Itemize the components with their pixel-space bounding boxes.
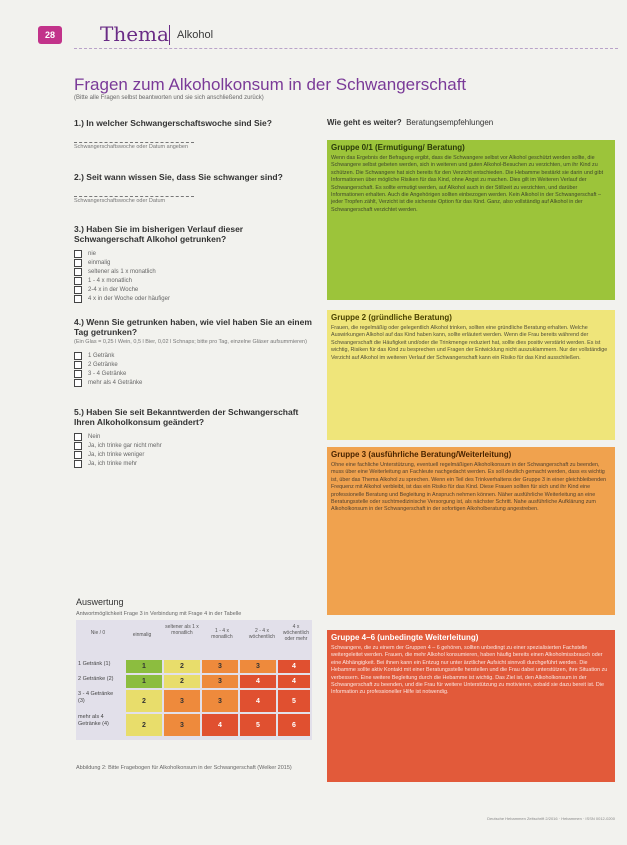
option[interactable]: Nein <box>74 432 314 441</box>
table-cell: 5 <box>240 714 276 736</box>
question-1 <box>74 118 314 150</box>
option[interactable]: 4 x in der Woche oder häufiger <box>74 294 314 303</box>
table-row-label: 2 Getränke (2) <box>78 676 114 682</box>
option[interactable]: nie <box>74 249 314 258</box>
table-row-label: mehr als 4 Getränke (4) <box>78 714 109 727</box>
section-title: Thema <box>100 22 169 46</box>
table-cell: 3 <box>164 690 200 712</box>
table-cell: 1 <box>126 675 162 688</box>
checkbox[interactable] <box>74 433 82 441</box>
answer-hint: Schwangerschaftswoche oder Datum angeben <box>74 144 189 150</box>
recommendations <box>327 118 615 696</box>
option[interactable]: 1 - 4 x monatlich <box>74 276 314 285</box>
checkbox[interactable] <box>74 451 82 459</box>
table-cell: 1 <box>126 660 162 673</box>
checkbox[interactable] <box>74 286 82 294</box>
group-title: Gruppe 3 (ausführliche Beratung/Weiterleitung) <box>331 450 512 459</box>
question-2 <box>74 172 314 204</box>
option[interactable]: seltener als 1 x monatlich <box>74 267 314 276</box>
question-label: 1.) In welcher Schwangerschaftswoche sind Sie? <box>74 118 272 128</box>
option[interactable]: einmalig <box>74 258 314 267</box>
question-label: 2.) Seit wann wissen Sie, dass Sie schwanger sind? <box>74 172 283 182</box>
question-label: 3.) Haben Sie im bisherigen Verlauf dieser Schwangerschaft Alkohol getrunken? <box>74 224 244 244</box>
option[interactable]: Ja, ich trinke weniger <box>74 450 314 459</box>
evaluation-table <box>76 620 312 740</box>
header-rule <box>74 48 618 49</box>
recommendations-heading: Wie geht es weiter? Beratungsempfehlungen <box>327 118 494 127</box>
checkbox[interactable] <box>74 352 82 360</box>
table-cell: 4 <box>278 675 310 688</box>
table-cell: 2 <box>164 675 200 688</box>
answer-hint: Schwangerschaftswoche oder Datum <box>74 198 166 204</box>
topic-label: Alkohol <box>177 29 214 41</box>
option[interactable]: Ja, ich trinke mehr <box>74 459 314 468</box>
checkbox[interactable] <box>74 259 82 267</box>
table-cell: 6 <box>278 714 310 736</box>
question-label: 5.) Haben Sie seit Bekanntwerden der Schwangerschaft Ihren Alkoholkonsum geändert? <box>74 407 299 427</box>
checkbox[interactable] <box>74 250 82 258</box>
group-2-panel <box>327 310 615 440</box>
group-3-panel <box>327 447 615 615</box>
group-text: Ohne eine fachliche Unterstützung, eventuell regelmäßigen Alkoholkonsum in der Schwangerschaft zu beenden, muss über eine Weiterleitung an Fachleute nachgedacht werden. Es soll deutlich gemacht werden, dass es wichtig ist, über das Thema Alkohol zu sprechen. Wenn ein Teil des Trinkverhaltens der Gruppe 3 in einer gleichbleibenden Frequenz mit Alkohol verbleibt, ist das ein Risiko für das Kind. Diese Frauen sollten für sich und ihr Kind eine professionelle Beratung und Begleitung in Anspruch nehmen können. Näher ausführliche Weiterleitung an eine Beratungsstelle oder suchtmedizinische Versorgung ist, als nächster Schritt. Nahe ausführliche Aufklärung zum Alkoholkonsum in der Schwangerschaft in der sofortigen Alkoholberatung angestreben. <box>331 462 607 513</box>
table-cell: 4 <box>240 690 276 712</box>
page-footer: Deutsche Hebammen Zeitschrift 2/2016 · Hebammen · ISSN 0012-0200 <box>487 816 615 821</box>
question-note: (Ein Glas = 0,25 l Wein, 0,5 l Bier, 0,02 l Schnaps; bitte pro Tag, einzelne Gläser aufsummieren) <box>74 339 307 345</box>
option[interactable]: 1 Getränk <box>74 351 314 360</box>
question-5 <box>74 407 314 468</box>
table-cell: 4 <box>278 660 310 673</box>
table-cell: 3 <box>240 660 276 673</box>
table-cell: 4 <box>240 675 276 688</box>
table-cell: 2 <box>126 690 162 712</box>
table-cell: 2 <box>164 660 200 673</box>
option[interactable]: mehr als 4 Getränke <box>74 378 314 387</box>
option-list <box>74 432 314 468</box>
option[interactable]: 3 - 4 Getränke <box>74 369 314 378</box>
table-header: 1 - 4 x monatlich <box>211 628 233 640</box>
checkbox[interactable] <box>74 268 82 276</box>
question-label: 4.) Wenn Sie getrunken haben, wie viel haben Sie an einem Tag getrunken? <box>74 317 312 337</box>
page-header <box>38 22 618 50</box>
group-4-6-panel <box>327 630 615 782</box>
answer-line[interactable] <box>74 142 194 143</box>
table-cell: 3 <box>202 660 238 673</box>
group-title: Gruppe 2 (gründliche Beratung) <box>331 313 452 322</box>
checkbox[interactable] <box>74 442 82 450</box>
table-header: seltener als 1 x monatlich <box>165 624 199 636</box>
option[interactable]: 2 Getränke <box>74 360 314 369</box>
group-0-1-panel <box>327 140 615 300</box>
page-subtitle: (Bitte alle Fragen selbst beantworten und sie sich anschließend zurück) <box>74 95 264 101</box>
evaluation-subtitle: Antwortmöglichkeit Frage 3 in Verbindung mit Frage 4 in der Tabelle <box>76 611 242 617</box>
group-text: Wenn das Ergebnis der Befragung ergibt, dass die Schwangere selbst vor Alkohol geschützt werden sollte, die Schwangere selbst gebeten werden, sich in weiteren und guten Alkohol-Besuchen zu verzichten, um ihr Kind zu schützen. Die Schwangere hat sich bereits für den Verzicht entschieden. Die Hebamme bestärkt sie darin und gibt Informationen über mögliche Risiken für das Kind, ohne Angst zu machen. Dies gilt im Weiteren Verlauf der Schwangerschaft. Es sollte ermutigt werden, auf Alkohol auch in der Stillzeit zu verzichten, und darüber Informationen erhalten. Auch die Angehörigen sollten einbezogen werden. Kein Alkohol in der Schwangerschaft – jeder Tropfen zählt, Verzicht ist die sicherste Option für das Kind. Ganz, also vollständig auf Alkohol in der Schwangerschaft verzichtet werden. <box>331 155 604 213</box>
table-cell: 3 <box>202 690 238 712</box>
checkbox[interactable] <box>74 379 82 387</box>
evaluation-title: Auswertung <box>76 597 124 607</box>
table-row-label: 3 - 4 Getränke (3) <box>78 691 114 704</box>
checkbox[interactable] <box>74 277 82 285</box>
checkbox[interactable] <box>74 370 82 378</box>
option[interactable]: 2-4 x in der Woche <box>74 285 314 294</box>
table-header: einmalig <box>132 632 152 638</box>
page-number-badge: 28 <box>38 26 62 44</box>
group-title: Gruppe 4–6 (unbedingte Weiterleitung) <box>331 633 479 642</box>
table-header: 2 - 4 x wöchentlich <box>248 628 276 640</box>
table-header: 4 x wöchentlich oder mehr <box>282 624 310 642</box>
group-text: Schwangere, die zu einem der Gruppen 4 – 6 gehören, sollten unbedingt zu einer spezialisierten Fachstelle weitergeleitet werden. Frauen, die mehr Alkohol konsumieren, haben häufig bereits einen Alkoholmissbrauch oder eine Abhängigkeit. Bei ihnen kann ein Entzug nur unter ärztlicher Aufsicht sinnvoll durchgeführt werden. Die Hebamme sollte aktiv Kontakt mit einer Beratungsstelle herstellen und die Frau dabei unterstützen, ihre Situation zu verbessern. Eine weitere Begleitung durch die Hebamme ist wichtig. Das Ziel ist, den Alkoholkonsum in der Schwangerschaft zu beenden, und die Frau für weitere Unterstützung zu motivieren, sobald sie dazu bereit ist. Die Information zu professioneller Hilfe ist notwendig. <box>331 645 608 696</box>
group-title: Gruppe 0/1 (Ermutigung/ Beratung) <box>331 143 465 152</box>
table-cell: 2 <box>126 714 162 736</box>
option-list <box>74 351 314 387</box>
table-cell: 4 <box>202 714 238 736</box>
option[interactable]: Ja, ich trinke gar nicht mehr <box>74 441 314 450</box>
page-title: Fragen zum Alkoholkonsum in der Schwangerschaft <box>74 75 467 94</box>
checkbox[interactable] <box>74 460 82 468</box>
table-cell: 5 <box>278 690 310 712</box>
checkbox[interactable] <box>74 361 82 369</box>
header-divider <box>169 25 170 45</box>
figure-caption: Abbildung 2: Bitte Fragebogen für Alkoholkonsum in der Schwangerschaft (Welker 2015) <box>76 765 292 771</box>
group-text: Frauen, die regelmäßig oder gelegentlich Alkohol trinken, sollten eine gründliche Beratung erhalten. Welche Auswirkungen Alkohol auf das Kind haben kann, sollte erläutert werden. Wenn die Frau bereits während der Schwangerschaft die Häufigkeit und/oder die Trinkmenge reduziert hat, sollte dies positiv verstärkt werden. Es ist wichtig, Risiken für das Kind zu besprechen und Fragen der Entwicklung nicht auszuklammern. Nur der vollständige Verzicht auf Alkohol im weiteren Verlauf der Schwangerschaft kann ein Risiko für das Kind ausschließen. <box>331 325 608 361</box>
checkbox[interactable] <box>74 295 82 303</box>
table-cell: 3 <box>164 714 200 736</box>
option-list <box>74 249 314 303</box>
table-header: Nie / 0 <box>90 630 106 636</box>
table-row-label: 1 Getränk (1) <box>78 661 111 667</box>
table-cell: 3 <box>202 675 238 688</box>
questionnaire <box>74 118 314 468</box>
question-4 <box>74 317 314 387</box>
answer-line[interactable] <box>74 196 194 197</box>
question-3 <box>74 224 314 303</box>
